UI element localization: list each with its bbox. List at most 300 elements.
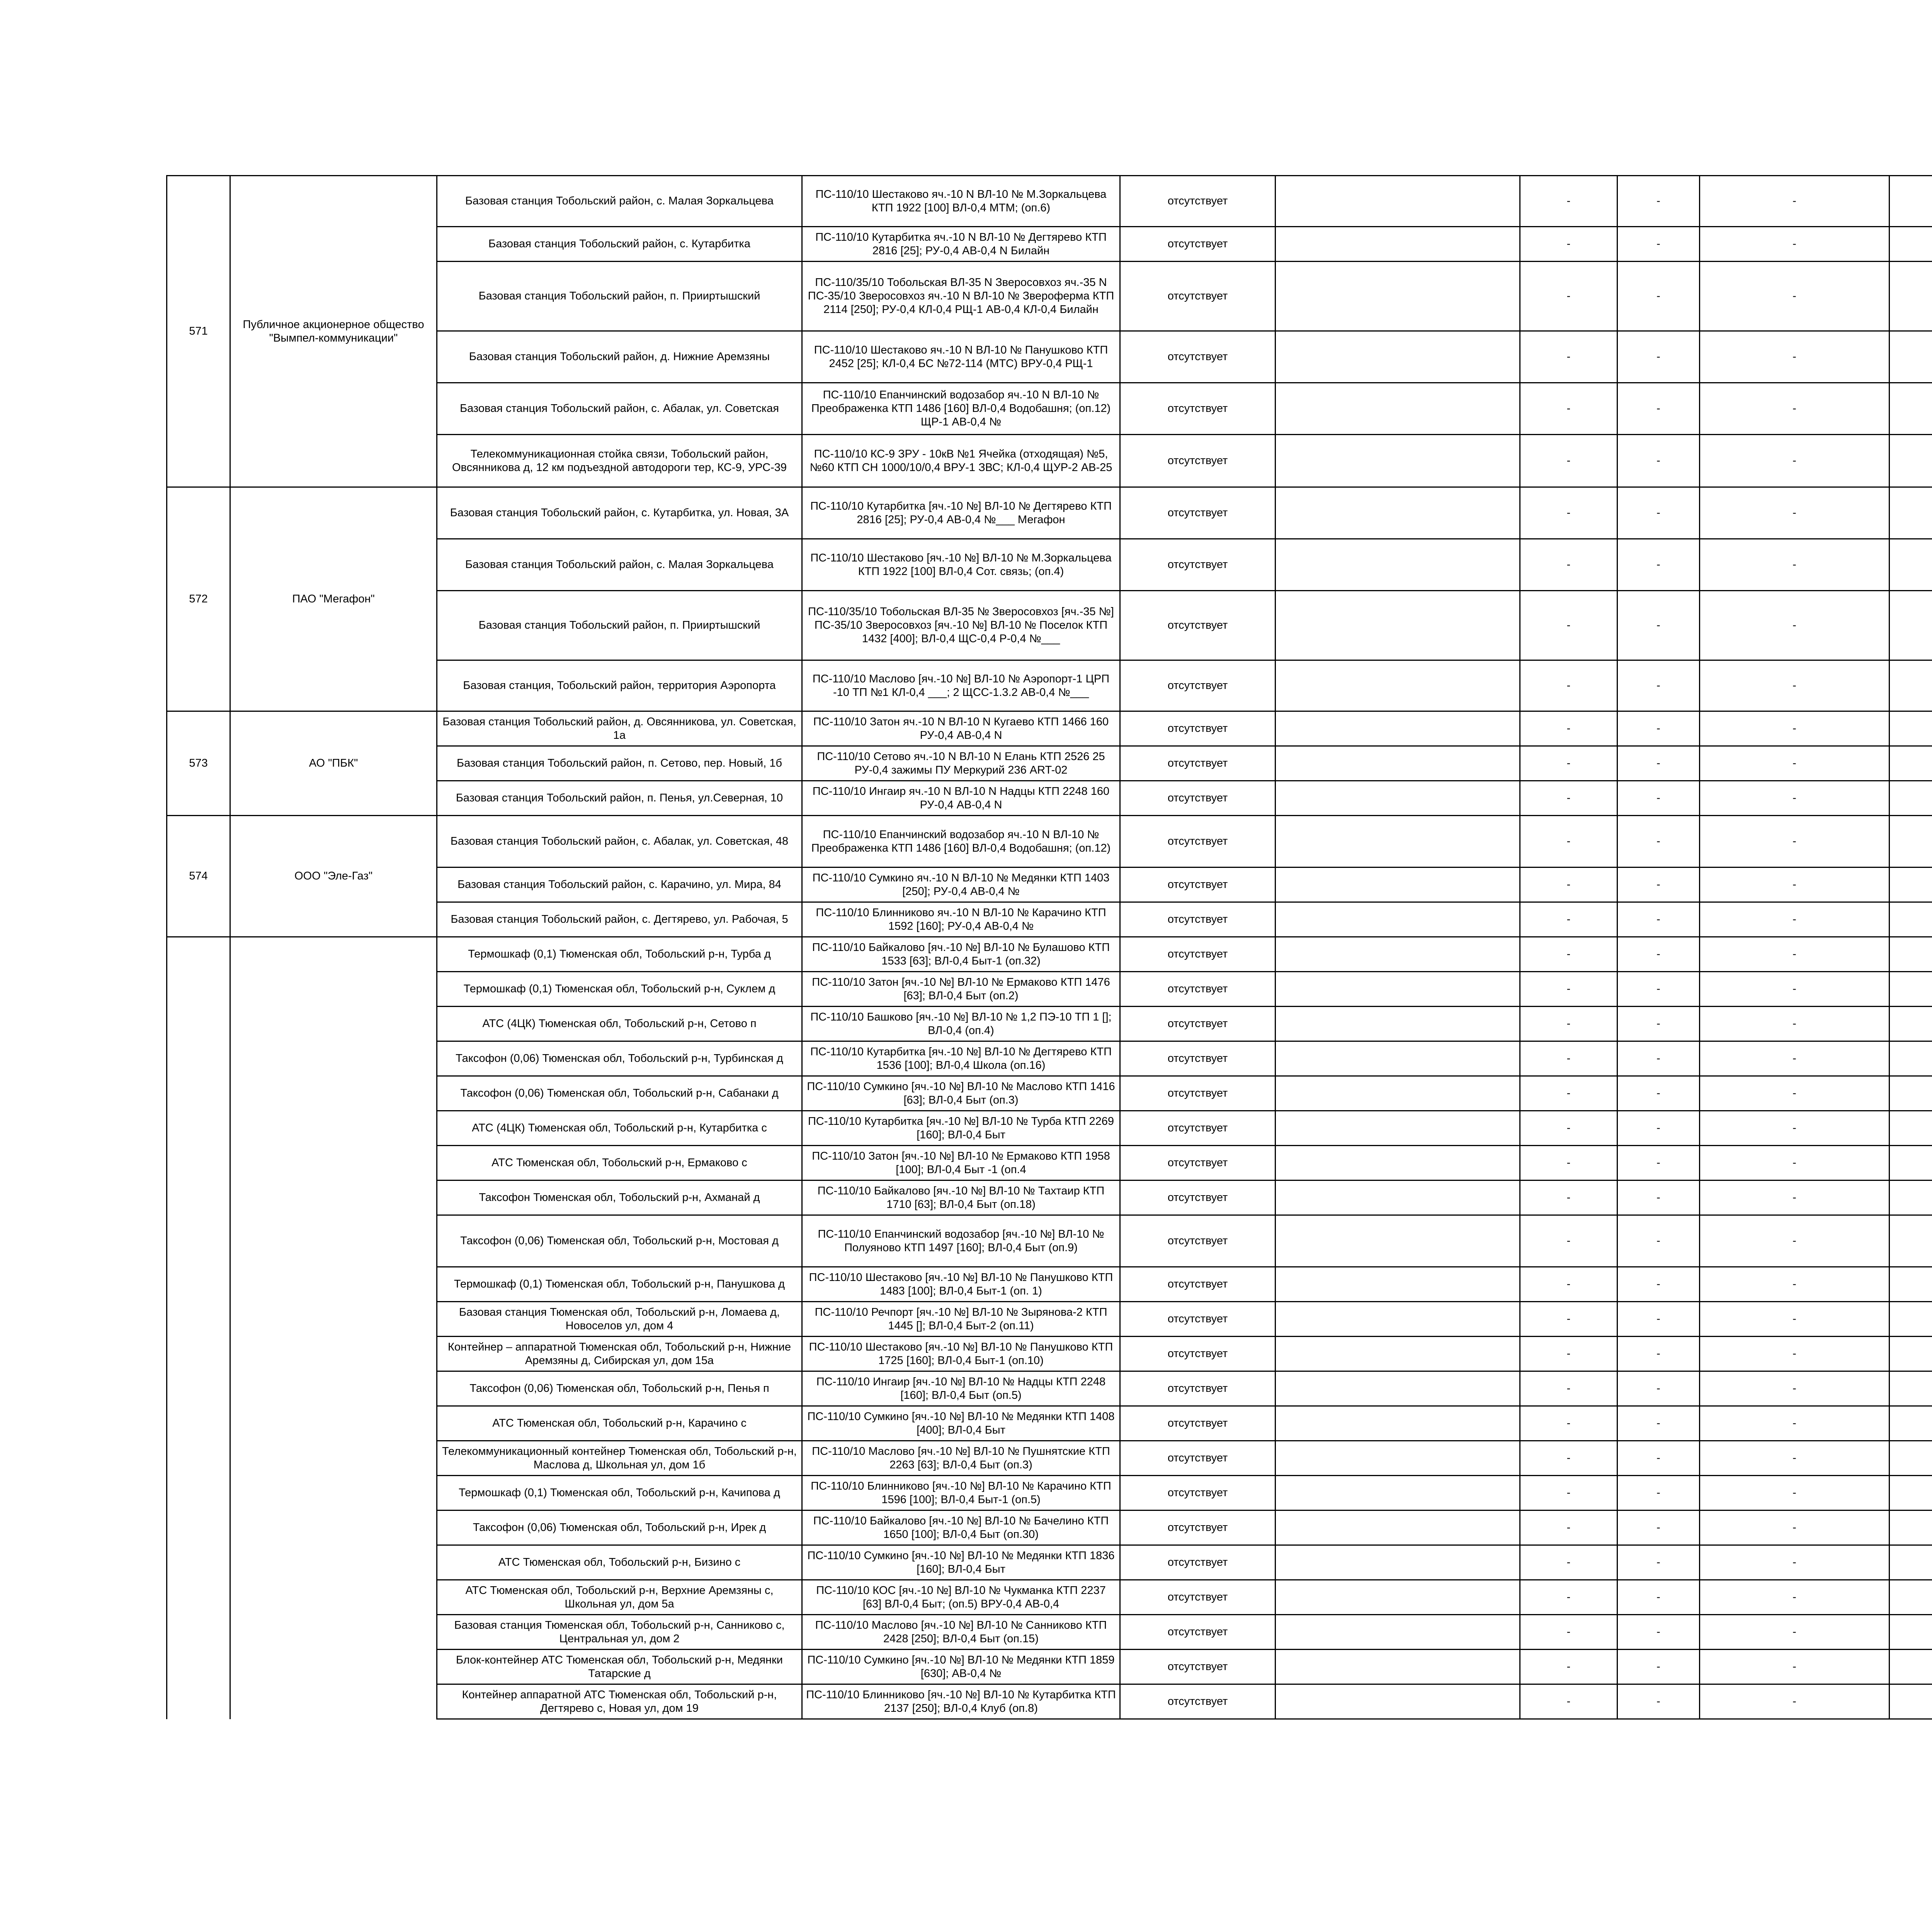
dash-cell: - bbox=[1700, 435, 1889, 487]
dash-cell bbox=[1889, 1371, 1932, 1406]
dash-cell: - bbox=[1617, 176, 1700, 227]
dash-cell: - bbox=[1700, 1476, 1889, 1510]
object-cell: Термошкаф (0,1) Тюменская обл, Тобольский р-н, Суклем д bbox=[437, 972, 802, 1007]
supply-line-cell: ПС-110/35/10 Тобольская ВЛ-35 № Зверосовхоз [яч.-35 №] ПС-35/10 Зверосовхоз [яч.-10 №] ВЛ-10 № Поселок КТП 1432 [400]; ВЛ-0,4 ЩС-0,4 Р-0,4 №___ bbox=[802, 591, 1120, 660]
supply-line-cell: ПС-110/10 Шестаково яч.-10 N ВЛ-10 № М.Зоркальцева КТП 1922 [100] ВЛ-0,4 МТМ; (оп.6) bbox=[802, 176, 1120, 227]
supply-line-cell: ПС-110/10 КОС [яч.-10 №] ВЛ-10 № Чукманка КТП 2237 [63] ВЛ-0,4 Быт; (оп.5) ВРУ-0,4 АВ-0,4 bbox=[802, 1580, 1120, 1615]
object-cell: Базовая станция Тобольский район, с. Абалак, ул. Советская, 48 bbox=[437, 816, 802, 867]
supply-line-cell: ПС-110/35/10 Тобольская ВЛ-35 N Зверосовхоз яч.-35 N ПС-35/10 Зверосовхоз яч.-10 N ВЛ-10 № Звероферма КТП 2114 [250]; РУ-0,4 КЛ-0,4 РЩ-1 АВ-0,4 КЛ-0,4 Билайн bbox=[802, 262, 1120, 331]
dash-cell: - bbox=[1700, 1007, 1889, 1041]
dash-cell: - bbox=[1520, 867, 1617, 902]
table-row bbox=[167, 816, 1932, 867]
dash-cell: - bbox=[1617, 539, 1700, 591]
dash-cell: - bbox=[1520, 1545, 1617, 1580]
status-cell: отсутствует bbox=[1120, 902, 1276, 937]
dash-cell: - bbox=[1520, 1684, 1617, 1719]
supply-line-cell: ПС-110/10 Сумкино [яч.-10 №] ВЛ-10 № Медянки КТП 1408 [400]; ВЛ-0,4 Быт bbox=[802, 1406, 1120, 1441]
dash-cell: - bbox=[1520, 383, 1617, 435]
status-cell: отсутствует bbox=[1120, 1302, 1276, 1337]
dash-cell: - bbox=[1700, 1215, 1889, 1267]
dash-cell: - bbox=[1700, 383, 1889, 435]
dash-cell: - bbox=[1520, 1180, 1617, 1215]
status-cell: отсутствует bbox=[1120, 937, 1276, 972]
organization-cell: Публичное акционерное общество "Вымпел-коммуникации" bbox=[230, 176, 437, 487]
dash-cell: - bbox=[1617, 1650, 1700, 1684]
object-cell: Телекоммуникационный контейнер Тюменская обл, Тобольский р-н, Маслова д, Школьная ул, дом 1б bbox=[437, 1441, 802, 1476]
status-cell: отсутствует bbox=[1120, 176, 1276, 227]
empty-cell bbox=[1276, 591, 1520, 660]
dash-cell: - bbox=[1520, 1041, 1617, 1076]
dash-cell: - bbox=[1520, 1650, 1617, 1684]
empty-cell bbox=[1276, 816, 1520, 867]
dash-cell: - bbox=[1617, 591, 1700, 660]
dash-cell: - bbox=[1617, 262, 1700, 331]
status-cell: отсутствует bbox=[1120, 1180, 1276, 1215]
dash-cell bbox=[1889, 1267, 1932, 1302]
dash-cell: - bbox=[1700, 1371, 1889, 1406]
empty-cell bbox=[1276, 781, 1520, 816]
empty-cell bbox=[1276, 1041, 1520, 1076]
empty-cell bbox=[1276, 1215, 1520, 1267]
object-cell: Таксофон (0,06) Тюменская обл, Тобольский р-н, Мостовая д bbox=[437, 1215, 802, 1267]
dash-cell: - bbox=[1617, 1041, 1700, 1076]
dash-cell: - bbox=[1617, 902, 1700, 937]
dash-cell: - bbox=[1700, 1041, 1889, 1076]
status-cell: отсутствует bbox=[1120, 660, 1276, 711]
empty-cell bbox=[1276, 1111, 1520, 1146]
supply-line-cell: ПС-110/10 Шестаково [яч.-10 №] ВЛ-10 № Панушково КТП 1725 [160]; ВЛ-0,4 Быт-1 (оп.10) bbox=[802, 1337, 1120, 1371]
object-cell: Базовая станция Тобольский район, с. Карачино, ул. Мира, 84 bbox=[437, 867, 802, 902]
dash-cell: - bbox=[1520, 1615, 1617, 1650]
dash-cell: - bbox=[1617, 816, 1700, 867]
supply-line-cell: ПС-110/10 Блинниково [яч.-10 №] ВЛ-10 № Кутарбитка КТП 2137 [250]; ВЛ-0,4 Клуб (оп.8) bbox=[802, 1684, 1120, 1719]
dash-cell: - bbox=[1617, 1180, 1700, 1215]
supply-line-cell: ПС-110/10 Маслово [яч.-10 №] ВЛ-10 № Пушнятские КТП 2263 [63]; ВЛ-0,4 Быт (оп.3) bbox=[802, 1441, 1120, 1476]
dash-cell: - bbox=[1520, 902, 1617, 937]
object-cell: АТС Тюменская обл, Тобольский р-н, Верхние Аремзяны с, Школьная ул, дом 5а bbox=[437, 1580, 802, 1615]
dash-cell: - bbox=[1617, 1441, 1700, 1476]
supply-line-cell: ПС-110/10 Сетово яч.-10 N ВЛ-10 N Елань КТП 2526 25 РУ-0,4 зажимы ПУ Меркурий 236 ART-02 bbox=[802, 746, 1120, 781]
dash-cell: - bbox=[1617, 227, 1700, 262]
dash-cell bbox=[1889, 937, 1932, 972]
supply-line-cell: ПС-110/10 Байкалово [яч.-10 №] ВЛ-10 № Бачелино КТП 1650 [100]; ВЛ-0,4 Быт (оп.30) bbox=[802, 1510, 1120, 1545]
dash-cell: - bbox=[1520, 972, 1617, 1007]
empty-cell bbox=[1276, 1545, 1520, 1580]
dash-cell: - bbox=[1520, 711, 1617, 746]
dash-cell: - bbox=[1617, 1007, 1700, 1041]
dash-cell: - bbox=[1520, 1406, 1617, 1441]
status-cell: отсутствует bbox=[1120, 1146, 1276, 1180]
empty-cell bbox=[1276, 1302, 1520, 1337]
status-cell: отсутствует bbox=[1120, 1371, 1276, 1406]
dash-cell: - bbox=[1700, 1545, 1889, 1580]
object-cell: Базовая станция Тюменская обл, Тобольский р-н, Санниково с, Центральная ул, дом 2 bbox=[437, 1615, 802, 1650]
dash-cell: - bbox=[1700, 781, 1889, 816]
dash-cell: - bbox=[1520, 1371, 1617, 1406]
dash-cell bbox=[1889, 1545, 1932, 1580]
dash-cell: - bbox=[1617, 1302, 1700, 1337]
dash-cell: - bbox=[1520, 1510, 1617, 1545]
supply-line-cell: ПС-110/10 Епанчинский водозабор [яч.-10 №] ВЛ-10 № Полуяново КТП 1497 [160]; ВЛ-0,4 Быт (оп.9) bbox=[802, 1215, 1120, 1267]
dash-cell: - bbox=[1617, 487, 1700, 539]
empty-cell bbox=[1276, 435, 1520, 487]
dash-cell: - bbox=[1700, 591, 1889, 660]
dash-cell: - bbox=[1617, 972, 1700, 1007]
dash-cell bbox=[1889, 1510, 1932, 1545]
dash-cell bbox=[1889, 1337, 1932, 1371]
empty-cell bbox=[1276, 1146, 1520, 1180]
supply-line-cell: ПС-110/10 Затон [яч.-10 №] ВЛ-10 № Ермаково КТП 1958 [100]; ВЛ-0,4 Быт -1 (оп.4 bbox=[802, 1146, 1120, 1180]
dash-cell: - bbox=[1617, 1215, 1700, 1267]
dash-cell: - bbox=[1617, 1337, 1700, 1371]
status-cell: отсутствует bbox=[1120, 331, 1276, 383]
object-cell: Базовая станция Тобольский район, д. Нижние Аремзяны bbox=[437, 331, 802, 383]
dash-cell: - bbox=[1520, 1007, 1617, 1041]
dash-cell: - bbox=[1700, 711, 1889, 746]
supply-line-cell: ПС-110/10 Епанчинский водозабор яч.-10 N ВЛ-10 № Преображенка КТП 1486 [160] ВЛ-0,4 Водобашня; (оп.12) bbox=[802, 816, 1120, 867]
dash-cell: - bbox=[1700, 1615, 1889, 1650]
dash-cell: - bbox=[1617, 1406, 1700, 1441]
supply-line-cell: ПС-110/10 Сумкино яч.-10 N ВЛ-10 № Медянки КТП 1403 [250]; РУ-0,4 АВ-0,4 № bbox=[802, 867, 1120, 902]
empty-cell bbox=[1276, 383, 1520, 435]
dash-cell bbox=[1889, 902, 1932, 937]
empty-cell bbox=[1276, 1615, 1520, 1650]
dash-cell: - bbox=[1520, 539, 1617, 591]
status-cell: отсутствует bbox=[1120, 867, 1276, 902]
status-cell: отсутствует bbox=[1120, 435, 1276, 487]
table-row bbox=[167, 937, 1932, 972]
dash-cell: - bbox=[1617, 1111, 1700, 1146]
dash-cell: - bbox=[1617, 711, 1700, 746]
status-cell: отсутствует bbox=[1120, 1650, 1276, 1684]
supply-line-cell: ПС-110/10 Блинниково [яч.-10 №] ВЛ-10 № Карачино КТП 1596 [100]; ВЛ-0,4 Быт-1 (оп.5) bbox=[802, 1476, 1120, 1510]
dash-cell bbox=[1889, 1007, 1932, 1041]
status-cell: отсутствует bbox=[1120, 1615, 1276, 1650]
dash-cell bbox=[1889, 1041, 1932, 1076]
dash-cell: - bbox=[1700, 1302, 1889, 1337]
supply-line-cell: ПС-110/10 Сумкино [яч.-10 №] ВЛ-10 № Маслово КТП 1416 [63]; ВЛ-0,4 Быт (оп.3) bbox=[802, 1076, 1120, 1111]
dash-cell: - bbox=[1617, 1476, 1700, 1510]
organization-cell: ООО "Эле-Газ" bbox=[230, 816, 437, 937]
dash-cell: - bbox=[1700, 902, 1889, 937]
dash-cell bbox=[1889, 1650, 1932, 1684]
dash-cell bbox=[1889, 746, 1932, 781]
dash-cell: - bbox=[1617, 1371, 1700, 1406]
supply-line-cell: ПС-110/10 Ингаир [яч.-10 №] ВЛ-10 № Надцы КТП 2248 [160]; ВЛ-0,4 Быт (оп.5) bbox=[802, 1371, 1120, 1406]
dash-cell bbox=[1889, 972, 1932, 1007]
dash-cell: - bbox=[1617, 331, 1700, 383]
dash-cell: - bbox=[1520, 816, 1617, 867]
dash-cell: - bbox=[1617, 660, 1700, 711]
status-cell: отсутствует bbox=[1120, 781, 1276, 816]
status-cell: отсутствует bbox=[1120, 746, 1276, 781]
supply-line-cell: ПС-110/10 Речпорт [яч.-10 №] ВЛ-10 № Зырянова-2 КТП 1445 []; ВЛ-0,4 Быт-2 (оп.11) bbox=[802, 1302, 1120, 1337]
supply-line-cell: ПС-110/10 Кутарбитка [яч.-10 №] ВЛ-10 № Турба КТП 2269 [160]; ВЛ-0,4 Быт bbox=[802, 1111, 1120, 1146]
status-cell: отсутствует bbox=[1120, 1580, 1276, 1615]
dash-cell bbox=[1889, 816, 1932, 867]
supply-line-cell: ПС-110/10 Шестаково яч.-10 N ВЛ-10 № Панушково КТП 2452 [25]; КЛ-0,4 БС №72-114 (МТС) ВРУ-0,4 РЩ-1 bbox=[802, 331, 1120, 383]
empty-cell bbox=[1276, 1180, 1520, 1215]
status-cell: отсутствует bbox=[1120, 383, 1276, 435]
supply-line-cell: ПС-110/10 Блинниково яч.-10 N ВЛ-10 № Карачино КТП 1592 [160]; РУ-0,4 АВ-0,4 № bbox=[802, 902, 1120, 937]
dash-cell: - bbox=[1700, 1441, 1889, 1476]
empty-cell bbox=[1276, 867, 1520, 902]
status-cell: отсутствует bbox=[1120, 591, 1276, 660]
empty-cell bbox=[1276, 1441, 1520, 1476]
empty-cell bbox=[1276, 262, 1520, 331]
dash-cell: - bbox=[1617, 1146, 1700, 1180]
organization-cell: ПАО "Мегафон" bbox=[230, 487, 437, 711]
dash-cell bbox=[1889, 711, 1932, 746]
status-cell: отсутствует bbox=[1120, 972, 1276, 1007]
dash-cell: - bbox=[1617, 1510, 1700, 1545]
supply-line-cell: ПС-110/10 Епанчинский водозабор яч.-10 N ВЛ-10 № Преображенка КТП 1486 [160] ВЛ-0,4 Водобашня; (оп.12) ЩР-1 АВ-0,4 № bbox=[802, 383, 1120, 435]
object-cell: Базовая станция Тобольский район, с. Малая Зоркальцева bbox=[437, 176, 802, 227]
supply-line-cell: ПС-110/10 Байкалово [яч.-10 №] ВЛ-10 № Тахтаир КТП 1710 [63]; ВЛ-0,4 Быт (оп.18) bbox=[802, 1180, 1120, 1215]
supply-line-cell: ПС-110/10 Кутарбитка яч.-10 N ВЛ-10 № Дегтярево КТП 2816 [25]; РУ-0,4 АВ-0,4 N Билайн bbox=[802, 227, 1120, 262]
dash-cell bbox=[1889, 331, 1932, 383]
empty-cell bbox=[1276, 1406, 1520, 1441]
object-cell: Базовая станция, Тобольский район, территория Аэропорта bbox=[437, 660, 802, 711]
dash-cell: - bbox=[1520, 591, 1617, 660]
dash-cell: - bbox=[1700, 816, 1889, 867]
object-cell: Базовая станция Тобольский район, п. Сетово, пер. Новый, 1б bbox=[437, 746, 802, 781]
dash-cell: - bbox=[1700, 1684, 1889, 1719]
dash-cell bbox=[1889, 1146, 1932, 1180]
dash-cell: - bbox=[1700, 746, 1889, 781]
dash-cell: - bbox=[1520, 227, 1617, 262]
dash-cell: - bbox=[1520, 1076, 1617, 1111]
dash-cell bbox=[1889, 435, 1932, 487]
object-cell: Базовая станция Тобольский район, п. Прииртышский bbox=[437, 591, 802, 660]
dash-cell bbox=[1889, 227, 1932, 262]
status-cell: отсутствует bbox=[1120, 1545, 1276, 1580]
object-cell: Контейнер аппаратной АТС Тюменская обл, Тобольский р-н, Дегтярево с, Новая ул, дом 19 bbox=[437, 1684, 802, 1719]
object-cell: Телекоммуникационная стойка связи, Тобольский район, Овсянникова д, 12 км подъездной автодороги тер, КС-9, УРС-39 bbox=[437, 435, 802, 487]
dash-cell: - bbox=[1520, 262, 1617, 331]
object-cell: Базовая станция Тобольский район, д. Овсянникова, ул. Советская, 1а bbox=[437, 711, 802, 746]
object-cell: Термошкаф (0,1) Тюменская обл, Тобольский р-н, Турба д bbox=[437, 937, 802, 972]
dash-cell: - bbox=[1520, 1580, 1617, 1615]
object-cell: Базовая станция Тобольский район, с. Дегтярево, ул. Рабочая, 5 bbox=[437, 902, 802, 937]
dash-cell: - bbox=[1700, 539, 1889, 591]
empty-cell bbox=[1276, 227, 1520, 262]
dash-cell: - bbox=[1700, 1111, 1889, 1146]
dash-cell: - bbox=[1700, 1406, 1889, 1441]
dash-cell: - bbox=[1700, 262, 1889, 331]
object-cell: Базовая станция Тобольский район, с. Кутарбитка bbox=[437, 227, 802, 262]
dash-cell: - bbox=[1617, 937, 1700, 972]
supply-line-cell: ПС-110/10 Шестаково [яч.-10 №] ВЛ-10 № Панушково КТП 1483 [100]; ВЛ-0,4 Быт-1 (оп. 1) bbox=[802, 1267, 1120, 1302]
dash-cell: - bbox=[1700, 1076, 1889, 1111]
dash-cell: - bbox=[1617, 1580, 1700, 1615]
dash-cell: - bbox=[1617, 781, 1700, 816]
dash-cell bbox=[1889, 1076, 1932, 1111]
dash-cell: - bbox=[1520, 1476, 1617, 1510]
empty-cell bbox=[1276, 1371, 1520, 1406]
dash-cell: - bbox=[1617, 435, 1700, 487]
dash-cell: - bbox=[1520, 435, 1617, 487]
dash-cell bbox=[1889, 1684, 1932, 1719]
status-cell: отсутствует bbox=[1120, 262, 1276, 331]
dash-cell bbox=[1889, 781, 1932, 816]
dash-cell bbox=[1889, 867, 1932, 902]
empty-cell bbox=[1276, 1650, 1520, 1684]
dash-cell: - bbox=[1700, 1580, 1889, 1615]
status-cell: отсутствует bbox=[1120, 1267, 1276, 1302]
empty-cell bbox=[1276, 1267, 1520, 1302]
supply-line-cell: ПС-110/10 Кутарбитка [яч.-10 №] ВЛ-10 № Дегтярево КТП 2816 [25]; РУ-0,4 АВ-0,4 №___ Мегафон bbox=[802, 487, 1120, 539]
dash-cell: - bbox=[1520, 1146, 1617, 1180]
dash-cell bbox=[1889, 176, 1932, 227]
dash-cell bbox=[1889, 539, 1932, 591]
dash-cell: - bbox=[1700, 176, 1889, 227]
dash-cell bbox=[1889, 1406, 1932, 1441]
object-cell: Таксофон (0,06) Тюменская обл, Тобольский р-н, Турбинская д bbox=[437, 1041, 802, 1076]
supply-line-cell: ПС-110/10 Затон яч.-10 N ВЛ-10 N Кугаево КТП 1466 160 РУ-0,4 АВ-0,4 N bbox=[802, 711, 1120, 746]
status-cell: отсутствует bbox=[1120, 1476, 1276, 1510]
organization-cell bbox=[230, 937, 437, 1719]
status-cell: отсутствует bbox=[1120, 487, 1276, 539]
status-cell: отсутствует bbox=[1120, 1215, 1276, 1267]
dash-cell: - bbox=[1700, 1337, 1889, 1371]
dash-cell: - bbox=[1700, 331, 1889, 383]
dash-cell: - bbox=[1617, 1267, 1700, 1302]
dash-cell: - bbox=[1617, 1684, 1700, 1719]
status-cell: отсутствует bbox=[1120, 1406, 1276, 1441]
supply-line-cell: ПС-110/10 Маслово [яч.-10 №] ВЛ-10 № Санниково КТП 2428 [250]; ВЛ-0,4 Быт (оп.15) bbox=[802, 1615, 1120, 1650]
dash-cell: - bbox=[1617, 383, 1700, 435]
object-cell: Блок-контейнер АТС Тюменская обл, Тобольский р-н, Медянки Татарские д bbox=[437, 1650, 802, 1684]
dash-cell: - bbox=[1700, 660, 1889, 711]
object-cell: Термошкаф (0,1) Тюменская обл, Тобольский р-н, Панушкова д bbox=[437, 1267, 802, 1302]
object-cell: АТС Тюменская обл, Тобольский р-н, Карачино с bbox=[437, 1406, 802, 1441]
dash-cell: - bbox=[1700, 937, 1889, 972]
dash-cell: - bbox=[1617, 1076, 1700, 1111]
dash-cell bbox=[1889, 1180, 1932, 1215]
supply-line-cell: ПС-110/10 Кутарбитка [яч.-10 №] ВЛ-10 № Дегтярево КТП 1536 [100]; ВЛ-0,4 Школа (оп.16) bbox=[802, 1041, 1120, 1076]
status-cell: отсутствует bbox=[1120, 711, 1276, 746]
dash-cell: - bbox=[1700, 1510, 1889, 1545]
status-cell: отсутствует bbox=[1120, 227, 1276, 262]
status-cell: отсутствует bbox=[1120, 816, 1276, 867]
empty-cell bbox=[1276, 176, 1520, 227]
empty-cell bbox=[1276, 1476, 1520, 1510]
dash-cell bbox=[1889, 591, 1932, 660]
empty-cell bbox=[1276, 972, 1520, 1007]
data-table bbox=[166, 175, 1932, 1720]
record-number-cell bbox=[167, 937, 230, 1719]
status-cell: отсутствует bbox=[1120, 1337, 1276, 1371]
status-cell: отсутствует bbox=[1120, 1111, 1276, 1146]
dash-cell bbox=[1889, 1302, 1932, 1337]
supply-line-cell: ПС-110/10 Сумкино [яч.-10 №] ВЛ-10 № Медянки КТП 1836 [160]; ВЛ-0,4 Быт bbox=[802, 1545, 1120, 1580]
dash-cell bbox=[1889, 1476, 1932, 1510]
dash-cell: - bbox=[1520, 781, 1617, 816]
dash-cell: - bbox=[1700, 1146, 1889, 1180]
organization-cell: АО "ПБК" bbox=[230, 711, 437, 816]
dash-cell: - bbox=[1520, 1111, 1617, 1146]
empty-cell bbox=[1276, 1007, 1520, 1041]
supply-line-cell: ПС-110/10 Башково [яч.-10 №] ВЛ-10 № 1,2 ПЭ-10 ТП 1 []; ВЛ-0,4 (оп.4) bbox=[802, 1007, 1120, 1041]
dash-cell: - bbox=[1520, 331, 1617, 383]
dash-cell: - bbox=[1617, 746, 1700, 781]
empty-cell bbox=[1276, 902, 1520, 937]
empty-cell bbox=[1276, 937, 1520, 972]
empty-cell bbox=[1276, 1510, 1520, 1545]
object-cell: Базовая станция Тобольский район, п. Прииртышский bbox=[437, 262, 802, 331]
object-cell: Базовая станция Тобольский район, с. Кутарбитка, ул. Новая, 3А bbox=[437, 487, 802, 539]
object-cell: АТС (4ЦК) Тюменская обл, Тобольский р-н, Сетово п bbox=[437, 1007, 802, 1041]
table-row bbox=[167, 176, 1932, 227]
object-cell: АТС Тюменская обл, Тобольский р-н, Ермаково с bbox=[437, 1146, 802, 1180]
empty-cell bbox=[1276, 539, 1520, 591]
dash-cell bbox=[1889, 487, 1932, 539]
dash-cell: - bbox=[1700, 227, 1889, 262]
dash-cell: - bbox=[1520, 1302, 1617, 1337]
object-cell: Таксофон (0,06) Тюменская обл, Тобольский р-н, Пенья п bbox=[437, 1371, 802, 1406]
dash-cell: - bbox=[1520, 487, 1617, 539]
record-number-cell: 572 bbox=[167, 487, 230, 711]
dash-cell bbox=[1889, 1615, 1932, 1650]
table-row bbox=[167, 711, 1932, 746]
empty-cell bbox=[1276, 487, 1520, 539]
empty-cell bbox=[1276, 331, 1520, 383]
status-cell: отсутствует bbox=[1120, 539, 1276, 591]
object-cell: Базовая станция Тюменская обл, Тобольский р-н, Ломаева д, Новоселов ул, дом 4 bbox=[437, 1302, 802, 1337]
dash-cell bbox=[1889, 262, 1932, 331]
status-cell: отсутствует bbox=[1120, 1041, 1276, 1076]
status-cell: отсутствует bbox=[1120, 1684, 1276, 1719]
supply-line-cell: ПС-110/10 Сумкино [яч.-10 №] ВЛ-10 № Медянки КТП 1859 [630]; АВ-0,4 № bbox=[802, 1650, 1120, 1684]
supply-line-cell: ПС-110/10 Ингаир яч.-10 N ВЛ-10 N Надцы КТП 2248 160 РУ-0,4 АВ-0,4 N bbox=[802, 781, 1120, 816]
dash-cell: - bbox=[1617, 867, 1700, 902]
dash-cell: - bbox=[1700, 487, 1889, 539]
object-cell: Термошкаф (0,1) Тюменская обл, Тобольский р-н, Качипова д bbox=[437, 1476, 802, 1510]
supply-line-cell: ПС-110/10 Затон [яч.-10 №] ВЛ-10 № Ермаково КТП 1476 [63]; ВЛ-0,4 Быт (оп.2) bbox=[802, 972, 1120, 1007]
dash-cell bbox=[1889, 1215, 1932, 1267]
empty-cell bbox=[1276, 1580, 1520, 1615]
object-cell: Таксофон (0,06) Тюменская обл, Тобольский р-н, Сабанаки д bbox=[437, 1076, 802, 1111]
dash-cell: - bbox=[1700, 972, 1889, 1007]
dash-cell: - bbox=[1520, 1267, 1617, 1302]
record-number-cell: 574 bbox=[167, 816, 230, 937]
record-number-cell: 571 bbox=[167, 176, 230, 487]
dash-cell: - bbox=[1520, 937, 1617, 972]
object-cell: Базовая станция Тобольский район, п. Пенья, ул.Северная, 10 bbox=[437, 781, 802, 816]
dash-cell: - bbox=[1617, 1615, 1700, 1650]
supply-line-cell: ПС-110/10 Шестаково [яч.-10 №] ВЛ-10 № М.Зоркальцева КТП 1922 [100] ВЛ-0,4 Сот. связь; (оп.4) bbox=[802, 539, 1120, 591]
dash-cell: - bbox=[1520, 1441, 1617, 1476]
dash-cell: - bbox=[1520, 1337, 1617, 1371]
empty-cell bbox=[1276, 711, 1520, 746]
supply-line-cell: ПС-110/10 Байкалово [яч.-10 №] ВЛ-10 № Булашово КТП 1533 [63]; ВЛ-0,4 Быт-1 (оп.32) bbox=[802, 937, 1120, 972]
object-cell: Базовая станция Тобольский район, с. Абалак, ул. Советская bbox=[437, 383, 802, 435]
empty-cell bbox=[1276, 1337, 1520, 1371]
dash-cell: - bbox=[1617, 1545, 1700, 1580]
status-cell: отсутствует bbox=[1120, 1441, 1276, 1476]
dash-cell: - bbox=[1520, 660, 1617, 711]
status-cell: отсутствует bbox=[1120, 1510, 1276, 1545]
dash-cell bbox=[1889, 383, 1932, 435]
dash-cell: - bbox=[1520, 1215, 1617, 1267]
table-body bbox=[167, 176, 1932, 1719]
object-cell: АТС Тюменская обл, Тобольский р-н, Бизино с bbox=[437, 1545, 802, 1580]
empty-cell bbox=[1276, 746, 1520, 781]
object-cell: Базовая станция Тобольский район, с. Малая Зоркальцева bbox=[437, 539, 802, 591]
record-number-cell: 573 bbox=[167, 711, 230, 816]
object-cell: Таксофон Тюменская обл, Тобольский р-н, Ахманай д bbox=[437, 1180, 802, 1215]
